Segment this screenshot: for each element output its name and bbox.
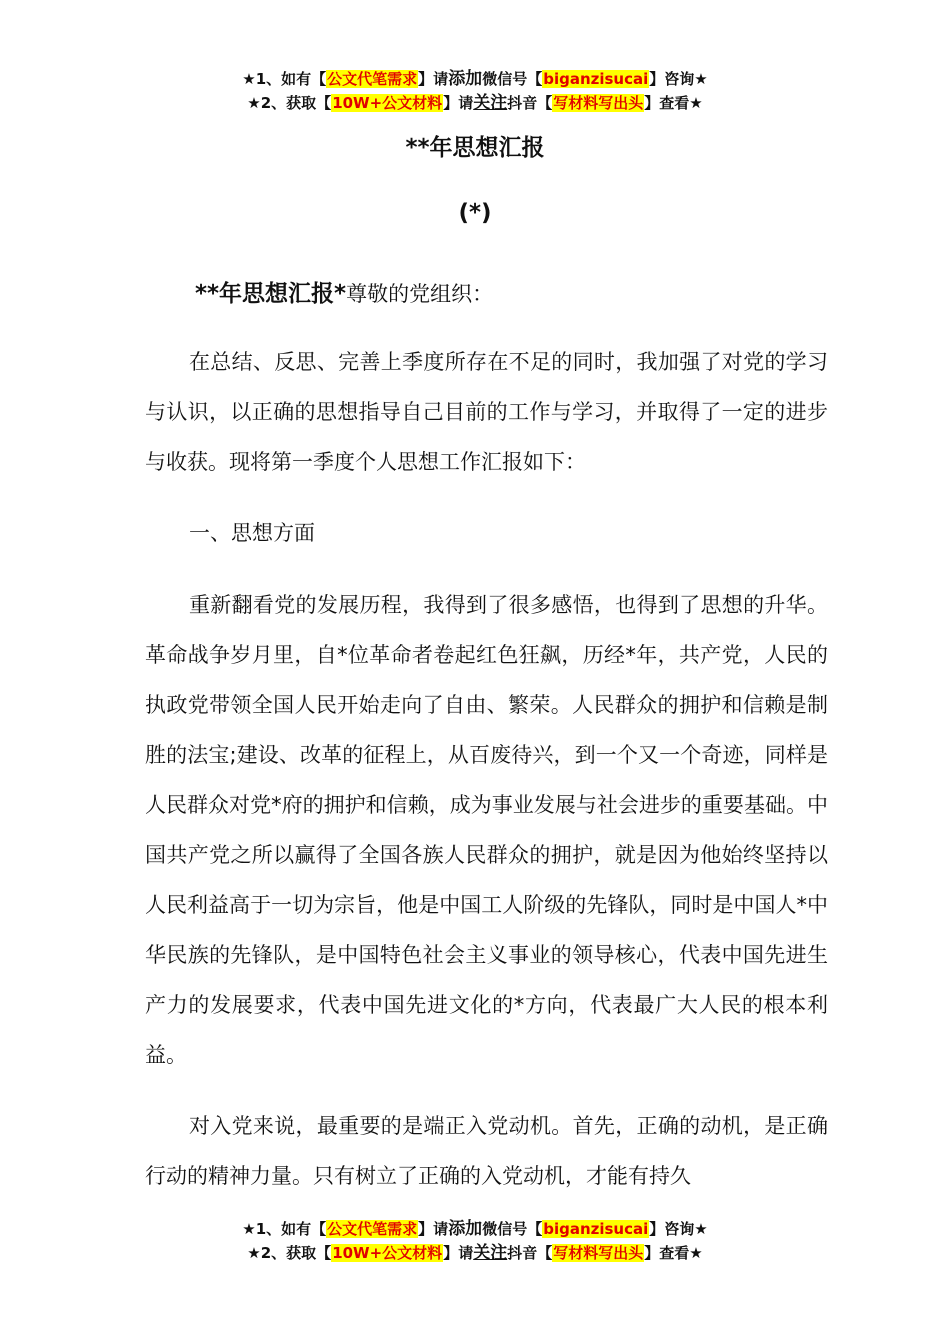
banner-emphasis: 添加: [448, 1219, 483, 1239]
banner-text: 】请: [418, 70, 449, 88]
banner-text: 】咨询★: [649, 1220, 708, 1238]
highlight-materials: 10W+公文材料: [332, 1244, 443, 1262]
banner-text: 抖音【: [507, 1244, 553, 1262]
paragraph-motivation: 对入党来说，最重要的是端正入党动机。首先，正确的动机，是正确行动的精神力量。只有树立了正确的入党动机，才能有持久: [145, 1114, 828, 1188]
banner-text: 微信号【: [482, 1220, 543, 1238]
banner-text: ★2、获取【: [247, 94, 332, 112]
banner-text: ★1、如有【: [242, 1220, 327, 1238]
section-heading: 一、思想方面: [189, 521, 315, 545]
banner-text: 】请: [443, 1244, 474, 1262]
paragraph-thoughts: 重新翻看党的发展历程，我得到了很多感悟，也得到了思想的升华。革命战争岁月里，自*位革命者卷起红色狂飙，历经*年，共产党，人民的执政党带领全国人民开始走向了自由、繁荣。人民群众的拥护和信赖是制胜的法宝;建设、改革的征程上，从百废待兴，到一个又一个奇迹，同样是人民群众对党*府的拥护和信赖，成为事业发展与社会进步的重要基础。中国共产党之所以赢得了全国各族人民群众的拥护，就是因为他始终坚持以人民利益高于一切为宗旨，他是中国工人阶级的先锋队，同时是中国人*中华民族的先锋队，是中国特色社会主义事业的领导核心，代表中国先进生产力的发展要求，代表中国先进文化的*方向，代表最广大人民的根本利益。: [145, 593, 828, 1067]
banner-line-1: [0, 67, 950, 91]
banner-text: ★2、获取【: [247, 1244, 332, 1262]
highlight-service: 公文代笔需求: [327, 70, 418, 88]
document-subtitle: (*): [458, 200, 492, 226]
banner-text: 】咨询★: [649, 70, 708, 88]
banner-text: 抖音【: [507, 94, 553, 112]
banner-line-2: [0, 1241, 950, 1265]
banner-text: 】查看★: [644, 94, 703, 112]
banner-emphasis: 关注: [473, 1243, 508, 1263]
salutation-heading: **年思想汇报*: [195, 281, 347, 307]
highlight-douyin: 写材料写出头: [553, 94, 644, 112]
banner-emphasis: 添加: [448, 69, 483, 89]
highlight-service: 公文代笔需求: [327, 1220, 418, 1238]
salutation-line: [195, 275, 493, 308]
banner-line-1: [0, 1217, 950, 1241]
highlight-materials: 10W+公文材料: [332, 94, 443, 112]
top-banner: [0, 67, 950, 115]
document-title: **年思想汇报: [405, 135, 545, 161]
banner-emphasis: 关注: [473, 93, 508, 113]
paragraph-intro: 在总结、反思、完善上季度所存在不足的同时，我加强了对党的学习与认识，以正确的思想指导自己目前的工作与学习，并取得了一定的进步与收获。现将第一季度个人思想工作汇报如下：: [145, 350, 828, 474]
highlight-wechat-id: biganzisucai: [543, 70, 649, 88]
banner-text: 】请: [418, 1220, 449, 1238]
banner-text: 微信号【: [482, 70, 543, 88]
bottom-banner: [0, 1217, 950, 1265]
banner-text: 】请: [443, 94, 474, 112]
salutation-text: 尊敬的党组织：: [346, 282, 494, 306]
highlight-wechat-id: biganzisucai: [543, 1220, 649, 1238]
banner-text: 】查看★: [644, 1244, 703, 1262]
highlight-douyin: 写材料写出头: [553, 1244, 644, 1262]
banner-text: ★1、如有【: [242, 70, 327, 88]
banner-line-2: [0, 91, 950, 115]
